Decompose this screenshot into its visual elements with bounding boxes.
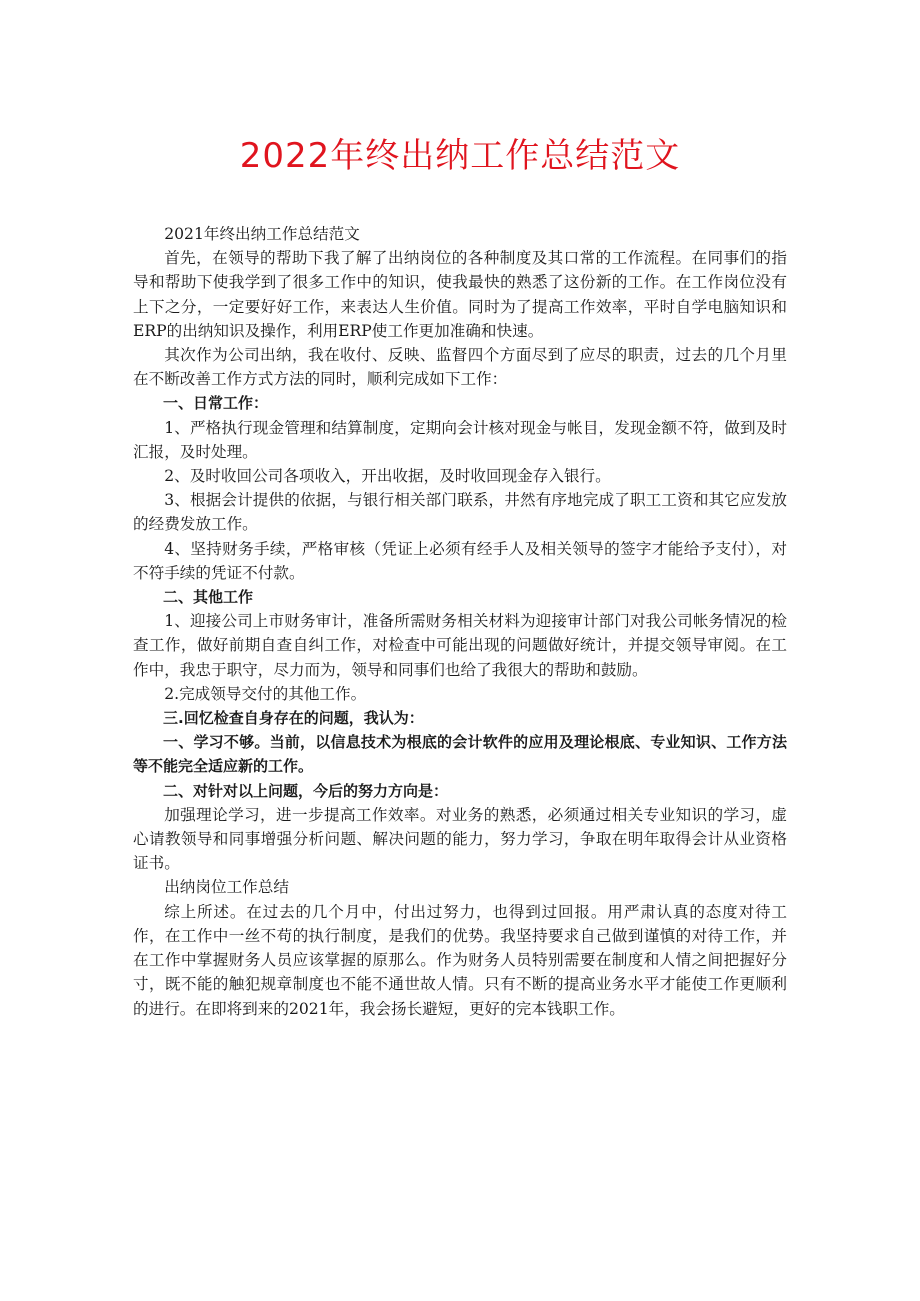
paragraph: 3、根据会计提供的依据，与银行相关部门联系，井然有序地完成了职工工资和其它应发放的经费发放工作。 (133, 491, 787, 534)
section-heading: 一、学习不够。当前，以信息技术为根底的会计软件的应用及理论根底、专业知识、工作方法等不能完全适应新的工作。 (133, 733, 787, 776)
document-title: 2022年终出纳工作总结范文 (239, 136, 681, 176)
paragraph: 1、严格执行现金管理和结算制度，定期向会计核对现金与帐目，发现金额不符，做到及时汇报，及时处理。 (133, 418, 787, 461)
paragraph: 出纳岗位工作总结 (164, 878, 289, 897)
paragraph: 1、迎接公司上市财务审计，准备所需财务相关材料为迎接审计部门对我公司帐务情况的检查工作，做好前期自查自纠工作，对检查中可能出现的问题做好统计，并提交领导审阅。在工作中，我忠于职守，尽力而为，领导和同事们也给了我很大的帮助和鼓励。 (133, 612, 787, 679)
section-heading: 一、日常工作： (163, 394, 269, 413)
paragraph: 其次作为公司出纳，我在收付、反映、监督四个方面尽到了应尽的职责，过去的几个月里在不断改善工作方式方法的同时，顺利完成如下工作： (133, 346, 787, 389)
section-heading: 三.回忆检查自身存在的问题，我认为： (163, 709, 424, 728)
paragraph: 2.完成领导交付的其他工作。 (164, 684, 367, 703)
document-body (133, 222, 787, 1021)
paragraph: 首先，在领导的帮助下我了解了出纳岗位的各种制度及其口常的工作流程。在同事们的指导和帮助下使我学到了很多工作中的知识，使我最快的熟悉了这份新的工作。在工作岗位没有上下之分，一定要好好工作，来表达人生价值。同时为了提高工作效率，平时自学电脑知识和ERP的出纳知识及操作，利用ERP使工作更加准确和快速。 (133, 249, 787, 340)
paragraph: 2021年终出纳工作总结范文 (164, 225, 360, 243)
paragraph: 4、坚持财务手续，严格审核（凭证上必须有经手人及相关领导的签字才能给予支付），对不符手续的凭证不付款。 (133, 539, 787, 582)
paragraph: 2、及时收回公司各项收入，开出收据，及时收回现金存入银行。 (164, 467, 611, 486)
paragraph: 加强理论学习，进一步提高工作效率。对业务的熟悉，必须通过相关专业知识的学习，虚心请教领导和同事增强分析问题、解决问题的能力，努力学习，争取在明年取得会计从业资格证书。 (133, 805, 787, 873)
section-heading: 二、其他工作 (163, 588, 254, 607)
paragraph: 综上所述。在过去的几个月中，付出过努力，也得到过回报。用严肃认真的态度对待工作，在工作中一丝不苟的执行制度，是我们的优势。我坚持要求自己做到谨慎的对待工作，并在工作中掌握财务人员应该掌握的原那么。作为财务人员特别需要在制度和人情之间把握好分寸，既不能的触犯规章制度也不能不通世故人情。只有不断的提高业务水平才能使工作更顺利的进行。在即将到来的2021年，我会扬长避短，更好的完本钱职工作。 (133, 902, 787, 1018)
section-heading: 二、对针对以上问题，今后的努力方向是： (163, 781, 449, 800)
